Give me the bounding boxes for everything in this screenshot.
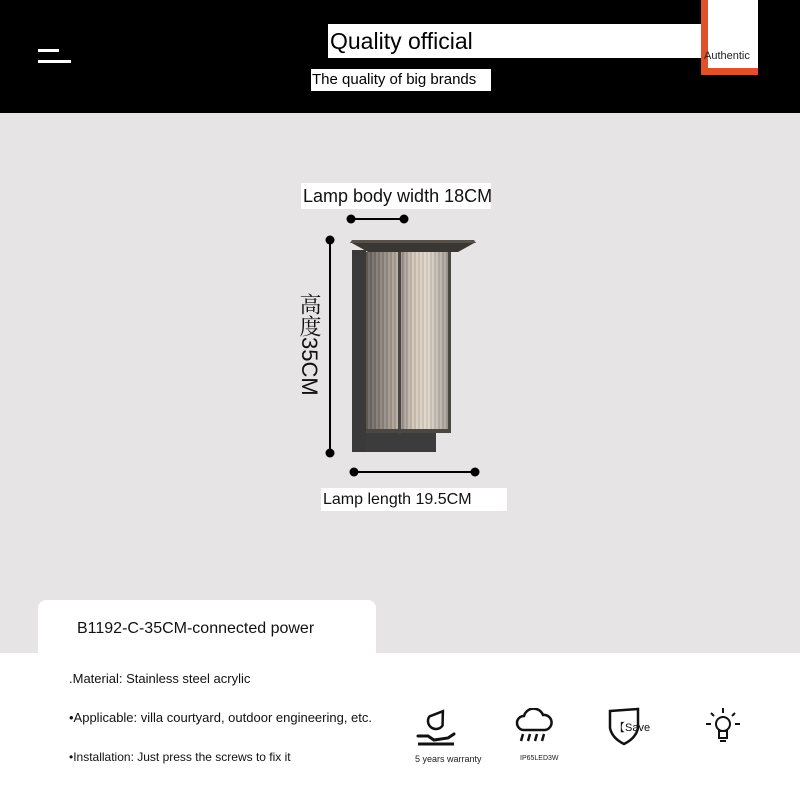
page-subtitle: The quality of big brands: [312, 71, 477, 88]
authentic-badge-label: Authentic: [704, 50, 750, 62]
feature-label-ip65: IP65LED3W: [520, 755, 559, 762]
warranty-hand-drop-icon: [414, 706, 458, 748]
authentic-badge: [701, 0, 758, 75]
feature-label-save: 【Save: [614, 722, 651, 734]
rain-cloud-icon: [514, 708, 554, 744]
height-dimension-line: [326, 236, 335, 458]
menu-icon[interactable]: [38, 49, 72, 65]
spec-installation: •Installation: Just press the screws to fix it: [69, 750, 291, 764]
light-bulb-icon: [704, 706, 742, 746]
spec-applicable: •Applicable: villa courtyard, outdoor engineering, etc.: [69, 710, 373, 725]
width-label: Lamp body width 18CM: [301, 183, 491, 209]
width-dimension-line: [347, 215, 409, 224]
wall-lamp-image: [350, 240, 476, 452]
spec-material: .Material: Stainless steel acrylic: [69, 671, 251, 686]
feature-label-warranty: 5 years warranty: [415, 754, 482, 764]
length-label: Lamp length 19.5CM: [321, 488, 507, 511]
height-label: [294, 293, 324, 413]
height-label-text: 高度35CM: [297, 293, 322, 396]
length-dimension-line: [350, 468, 480, 477]
page-title: Quality official: [330, 28, 473, 54]
model-name: B1192-C-35CM-connected power: [77, 620, 315, 637]
